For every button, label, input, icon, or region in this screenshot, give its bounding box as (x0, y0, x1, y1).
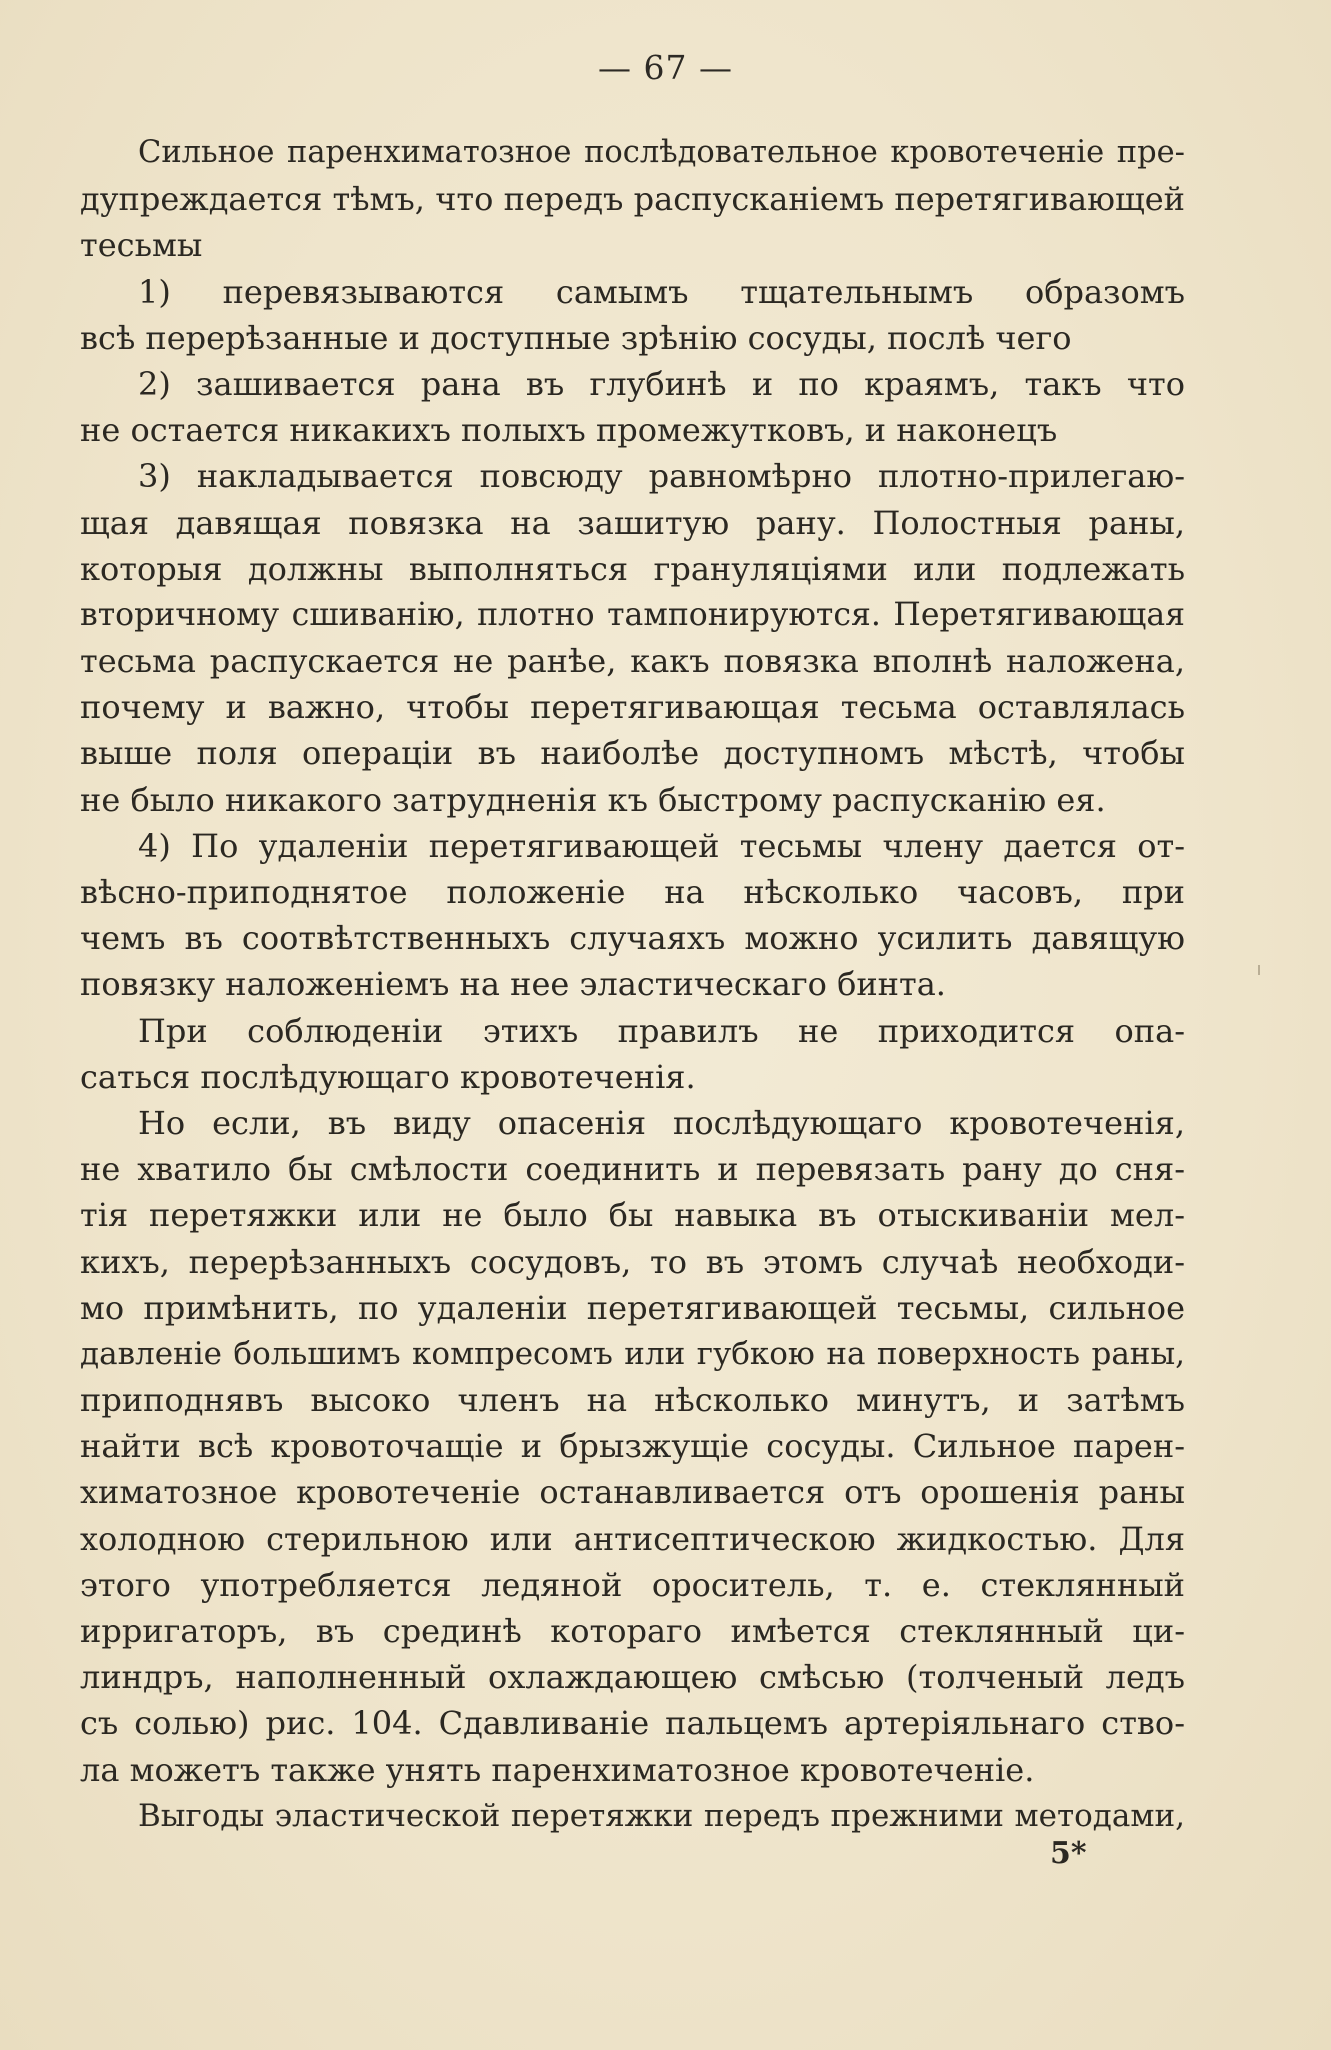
text-line: вѣсно-приподнятое положеніе на нѣсколько часовъ, при (80, 873, 1185, 911)
text-line: не было никакого затрудненія къ быстрому распусканію ея. (80, 780, 1106, 819)
text-line: 3) накладывается повсюду равномѣрно плотно-прилегаю- (138, 457, 1185, 496)
text-line: кихъ, перерѣзанныхъ сосудовъ, то въ этомъ случаѣ необходи- (80, 1242, 1185, 1281)
text-line: этого употребляется ледяной ороситель, т. е. стеклянный (80, 1565, 1185, 1604)
text-line: 1) перевязываются самымъ тщательнымъ образомъ (138, 272, 1185, 311)
body-text (80, 130, 1185, 1839)
text-line: линдръ, наполненный охлаждающею смѣсью (толченый ледъ (80, 1658, 1185, 1697)
text-line: тесьмы (80, 226, 203, 265)
text-line: химатозное кровотеченіе останавливается отъ орошенія раны (80, 1473, 1185, 1512)
print-speck (1258, 965, 1260, 975)
text-line: ирригаторъ, въ срединѣ котораго имѣется стеклянный ци- (80, 1612, 1185, 1650)
text-line: которыя должны выполняться грануляціями или подлежать (80, 549, 1185, 588)
text-line: холодною стерильною или антисептическою жидкостью. Для (80, 1519, 1185, 1558)
text-line: дупреждается тѣмъ, что передъ распусканіемъ перетягивающей (80, 180, 1185, 219)
text-line: найти всѣ кровоточащіе и брызжущіе сосуды. Сильное парен- (80, 1427, 1185, 1466)
text-line: вторичному сшиванію, плотно тампонируются. Перетягивающая (80, 596, 1185, 633)
text-line: тесьма распускается не ранѣе, какъ повязка вполнѣ наложена, (80, 642, 1185, 681)
text-line: 4) По удаленіи перетягивающей тесьмы члену дается от- (138, 826, 1185, 865)
text-line: тія перетяжки или не было бы навыка въ отыскиваніи мел- (80, 1196, 1185, 1235)
text-line: Но если, въ виду опасенія послѣдующаго кровотеченія, (138, 1103, 1185, 1142)
text-line: При соблюденіи этихъ правилъ не приходится опа- (138, 1011, 1185, 1050)
text-line: 2) зашивается рана въ глубинѣ и по краямъ, такъ что (138, 364, 1185, 403)
text-line: почему и важно, чтобы перетягивающая тесьма оставлялась (80, 688, 1185, 727)
signature-mark: 5* (1050, 1836, 1087, 1871)
text-line: ла можетъ также унять паренхиматозное кровотеченіе. (80, 1750, 1035, 1789)
text-line: приподнявъ высоко членъ на нѣсколько минутъ, и затѣмъ (80, 1381, 1185, 1420)
text-line: не остается никакихъ полыхъ промежутковъ, и наконецъ (80, 411, 1058, 450)
page-number: — 67 — (598, 48, 733, 87)
text-line: чемъ въ соотвѣтственныхъ случаяхъ можно усилить давящую (80, 919, 1185, 958)
text-line: съ солью) рис. 104. Сдавливаніе пальцемъ артеріяльнаго ство- (80, 1704, 1185, 1743)
text-line: Выгоды эластической перетяжки передъ прежними методами, (138, 1797, 1185, 1834)
text-line: саться послѣдующаго кровотеченія. (80, 1057, 696, 1096)
text-line: мо примѣнить, по удаленіи перетягивающей тесьмы, сильное (80, 1288, 1185, 1327)
text-line: щая давящая повязка на зашитую рану. Полостныя раны, (80, 503, 1185, 542)
text-line: повязку наложеніемъ на нее эластическаго бинта. (80, 965, 946, 1004)
text-line: всѣ перерѣзанные и доступные зрѣнію сосуды, послѣ чего (80, 318, 1072, 357)
text-line: давленіе большимъ компресомъ или губкою на поверхность раны, (80, 1335, 1185, 1372)
text-line: выше поля операціи въ наиболѣе доступномъ мѣстѣ, чтобы (80, 734, 1185, 773)
text-line: не хватило бы смѣлости соединить и перевязать рану до сня- (80, 1150, 1185, 1189)
text-line: Сильное паренхиматозное послѣдовательное кровотеченіе пре- (138, 135, 1185, 170)
